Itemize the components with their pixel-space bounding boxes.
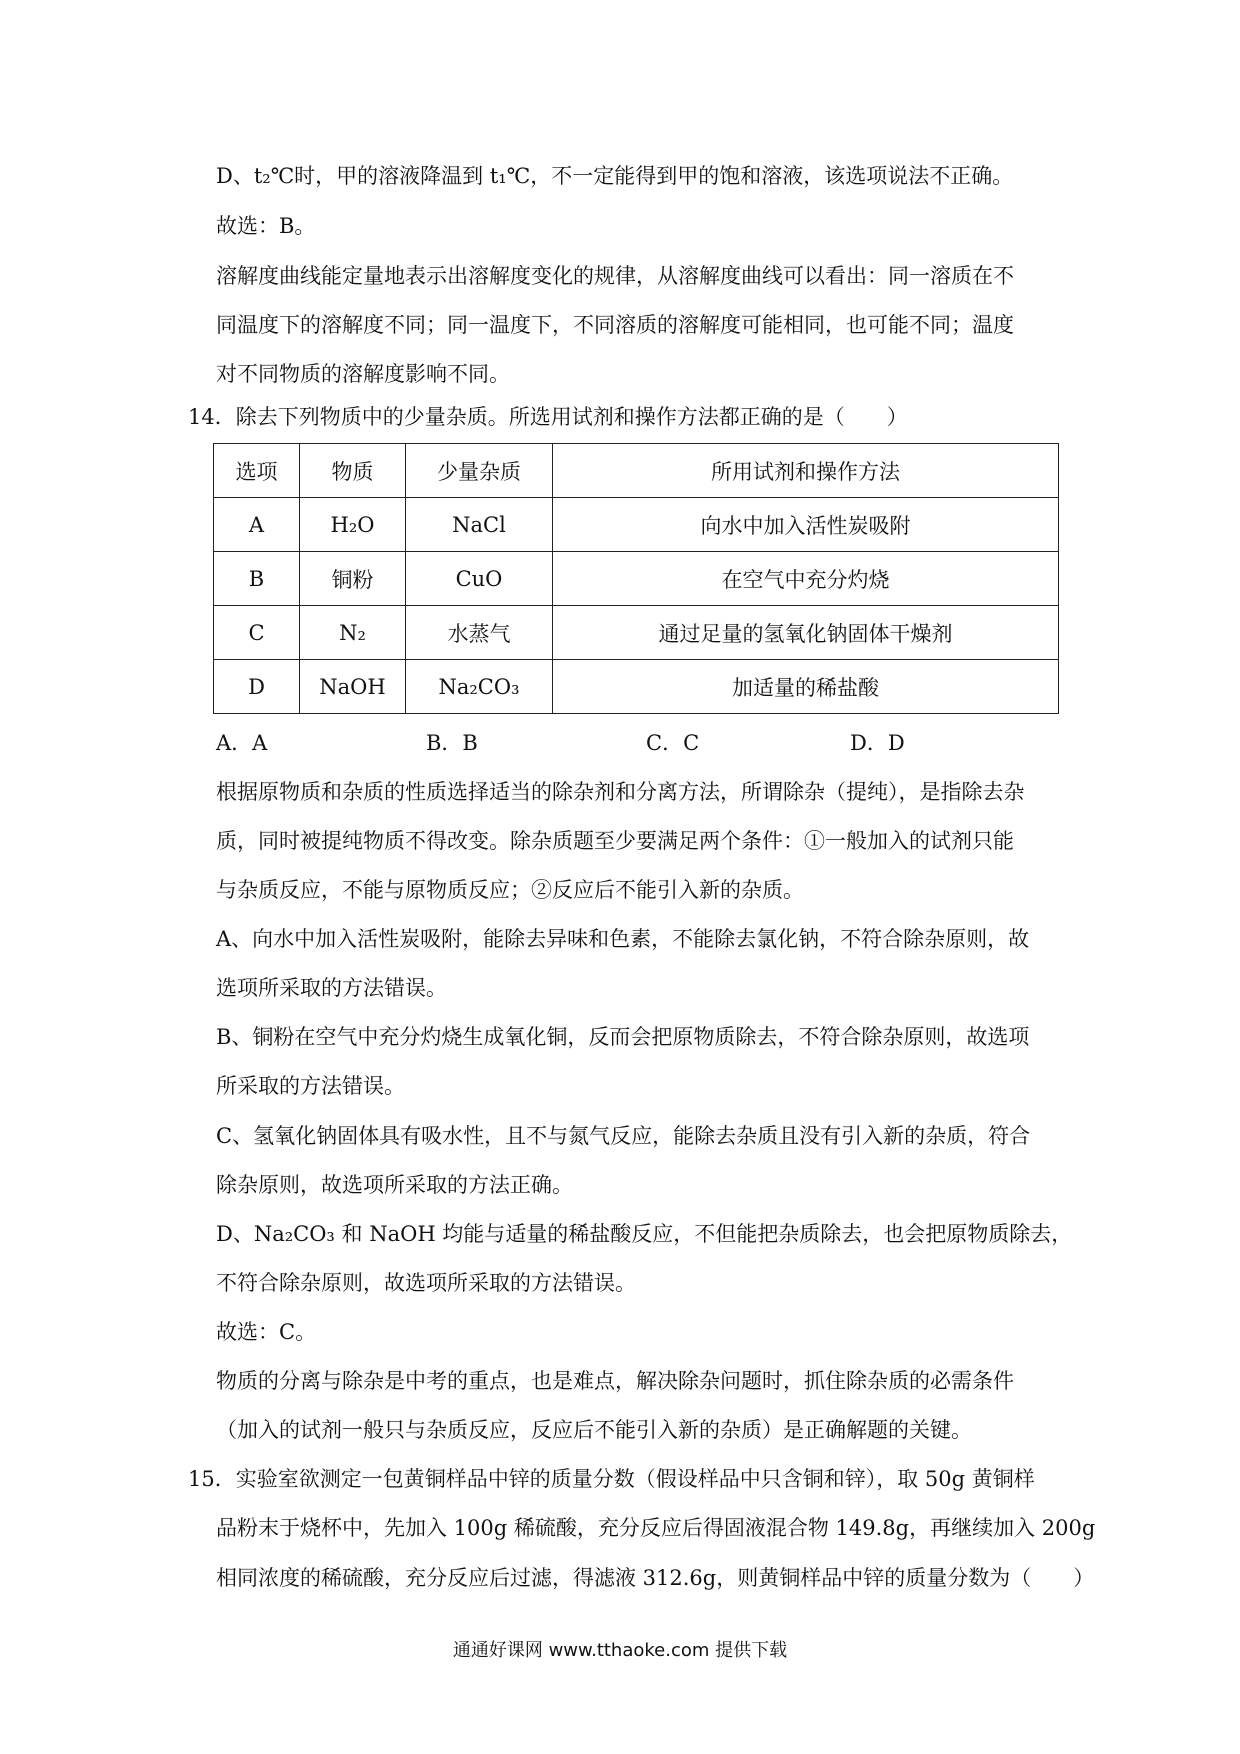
q13-explanation-line-2: 同温度下的溶解度不同；同一温度下，不同溶质的溶解度可能相同，也可能不同；温度	[216, 313, 1014, 337]
table-cell: 铜粉	[300, 552, 406, 606]
q13-option-d-text: D、t₂℃时，甲的溶液降温到 t₁℃，不一定能得到甲的饱和溶液，该选项说法不正确。	[216, 164, 1014, 188]
q14-explanation-line: 根据原物质和杂质的性质选择适当的除杂剂和分离方法，所谓除杂（提纯），是指除去杂	[216, 780, 1025, 804]
q13-answer: 故选：B。	[216, 214, 316, 238]
q14-explanation-line: 质，同时被提纯物质不得改变。除杂质题至少要满足两个条件：①一般加入的试剂只能	[216, 829, 1014, 853]
q14-explanation-line: 除杂原则，故选项所采取的方法正确。	[216, 1173, 573, 1197]
table-cell: N₂	[300, 606, 406, 660]
table-cell: Na₂CO₃	[406, 660, 553, 714]
table-cell: 水蒸气	[406, 606, 553, 660]
q13-explanation-line-3: 对不同物质的溶解度影响不同。	[216, 362, 510, 386]
q14-explanation-line: 不符合除杂原则，故选项所采取的方法错误。	[216, 1271, 636, 1295]
table-cell: H₂O	[300, 498, 406, 552]
q14-answer: 故选：C。	[216, 1320, 317, 1344]
table-cell: CuO	[406, 552, 553, 606]
table-header-cell: 少量杂质	[406, 444, 553, 498]
table-cell: 在空气中充分灼烧	[553, 552, 1059, 606]
table-cell: B	[214, 552, 300, 606]
table-row	[214, 660, 1059, 714]
q14-explanation-line: 所采取的方法错误。	[216, 1074, 405, 1098]
q14-explanation-line: C、氢氧化钠固体具有吸水性，且不与氮气反应，能除去杂质且没有引入新的杂质，符合	[216, 1124, 1031, 1148]
q14-option-a: A．A	[216, 731, 268, 755]
q15-stem-line-2: 品粉末于烧杯中，先加入 100g 稀硫酸，充分反应后得固液混合物 149.8g，再继续加入 200g	[216, 1516, 1096, 1540]
q14-explanation-line: A、向水中加入活性炭吸附，能除去异味和色素，不能除去氯化钠，不符合除杂原则，故	[216, 927, 1030, 951]
q15-stem-line-1: 15．实验室欲测定一包黄铜样品中锌的质量分数（假设样品中只含铜和锌），取 50g 黄铜样	[188, 1467, 1035, 1491]
q14-table	[213, 443, 1059, 714]
q14-option-c: C．C	[646, 731, 700, 755]
table-header-cell: 选项	[214, 444, 300, 498]
table-cell: NaOH	[300, 660, 406, 714]
table-cell: 向水中加入活性炭吸附	[553, 498, 1059, 552]
table-header-cell: 所用试剂和操作方法	[553, 444, 1059, 498]
footer-watermark: 通通好课网 www.tthaoke.com 提供下载	[452, 1640, 788, 1661]
q14-explanation-line: 与杂质反应，不能与原物质反应；②反应后不能引入新的杂质。	[216, 878, 804, 902]
table-header-row	[214, 444, 1059, 498]
q14-explanation-line: 物质的分离与除杂是中考的重点，也是难点，解决除杂问题时，抓住除杂质的必需条件	[216, 1369, 1014, 1393]
table-cell: D	[214, 660, 300, 714]
q14-stem: 14．除去下列物质中的少量杂质。所选用试剂和操作方法都正确的是（ ）	[188, 405, 908, 429]
table-cell: NaCl	[406, 498, 553, 552]
q14-explanation-line: B、铜粉在空气中充分灼烧生成氧化铜，反而会把原物质除去，不符合除杂原则，故选项	[216, 1025, 1030, 1049]
q14-option-b: B．B	[426, 731, 478, 755]
q14-explanation-line: 选项所采取的方法错误。	[216, 976, 447, 1000]
q14-explanation-line: （加入的试剂一般只与杂质反应，反应后不能引入新的杂质）是正确解题的关键。	[216, 1418, 972, 1442]
q15-stem-line-3: 相同浓度的稀硫酸，充分反应后过滤，得滤液 312.6g，则黄铜样品中锌的质量分数为（ ）	[216, 1566, 1095, 1590]
q14-explanation-line: D、Na₂CO₃ 和 NaOH 均能与适量的稀盐酸反应，不但能把杂质除去，也会把原物质除去，	[216, 1222, 1073, 1246]
table-row	[214, 606, 1059, 660]
table-row	[214, 552, 1059, 606]
table-row	[214, 498, 1059, 552]
table-cell: 加适量的稀盐酸	[553, 660, 1059, 714]
table-cell: A	[214, 498, 300, 552]
table-cell: 通过足量的氢氧化钠固体干燥剂	[553, 606, 1059, 660]
table-cell: C	[214, 606, 300, 660]
q13-explanation-line-1: 溶解度曲线能定量地表示出溶解度变化的规律，从溶解度曲线可以看出：同一溶质在不	[216, 264, 1014, 288]
q14-option-d: D．D	[850, 731, 905, 755]
table-header-cell: 物质	[300, 444, 406, 498]
